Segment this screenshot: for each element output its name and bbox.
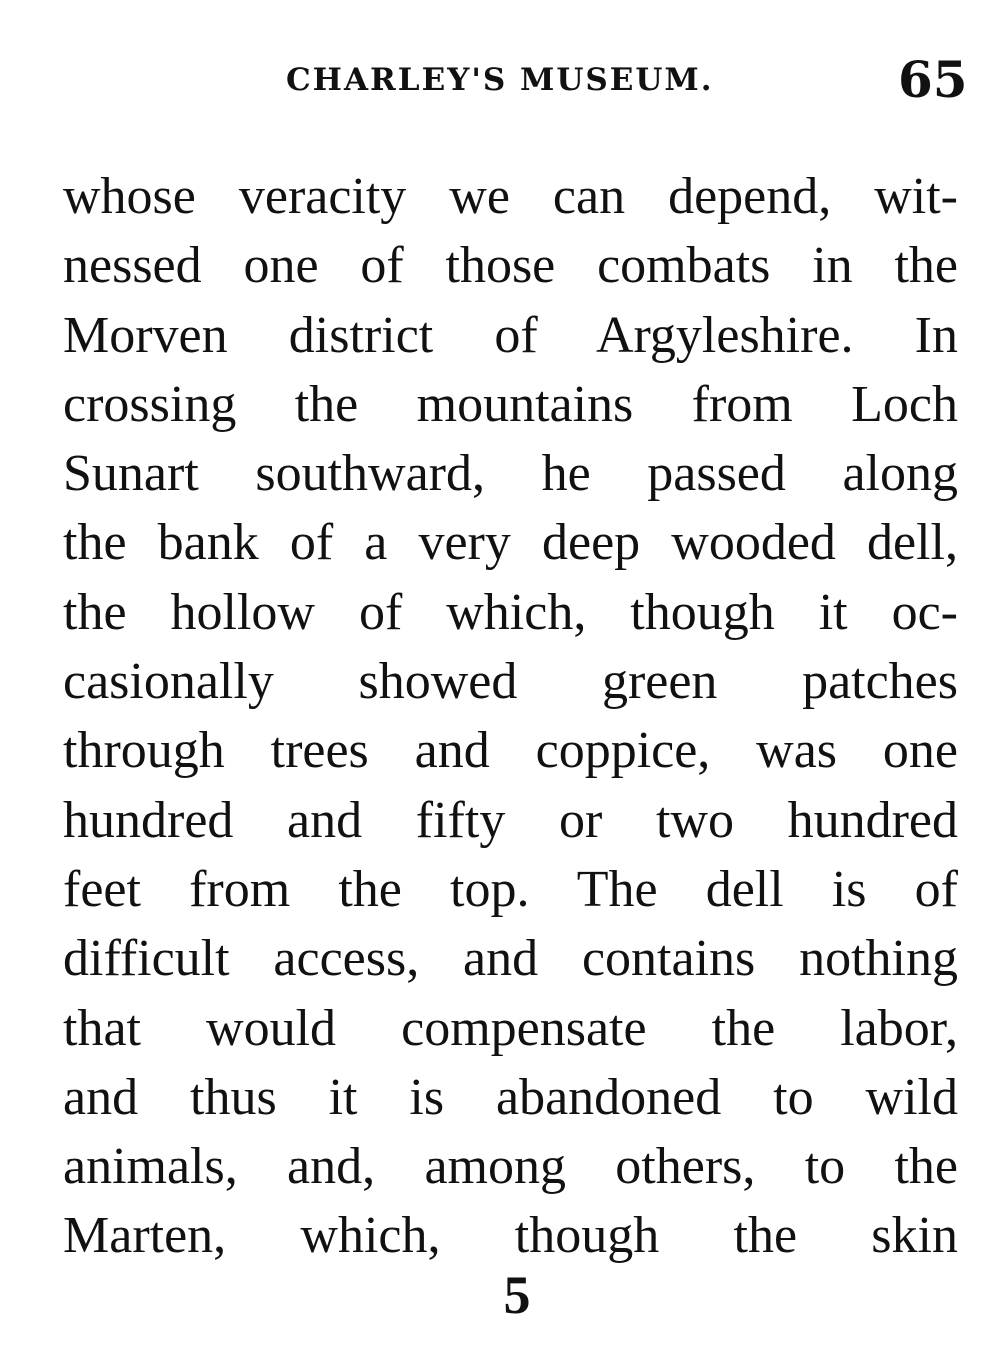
- text-line: Sunart southward, he passed along: [63, 445, 958, 503]
- text-line: whose veracity we can depend, wit-: [63, 168, 958, 225]
- running-title: CHARLEY'S MUSEUM.: [286, 62, 714, 98]
- text-line: nessed one of those combats in the: [63, 237, 958, 295]
- body-text: [63, 162, 958, 1271]
- page-number: 65: [898, 50, 968, 109]
- text-line: animals, and, among others, to the: [63, 1138, 958, 1196]
- text-line: feet from the top. The dell is of: [63, 860, 958, 918]
- text-line: crossing the mountains from Loch: [63, 375, 958, 433]
- text-line: and thus it is abandoned to wild: [63, 1068, 958, 1126]
- text-line: the hollow of which, though it oc-: [63, 583, 958, 641]
- text-line: through trees and coppice, was one: [63, 722, 958, 780]
- text-line: that would compensate the labor,: [63, 999, 958, 1057]
- text-line: Morven district of Argyleshire. In: [63, 306, 958, 364]
- signature-mark: 5: [503, 1265, 531, 1325]
- text-line: hundred and fifty or two hundred: [63, 791, 958, 849]
- text-line: the bank of a very deep wooded dell,: [63, 514, 958, 572]
- text-line: difficult access, and contains nothing: [63, 930, 958, 988]
- text-line: Marten, which, though the skin: [63, 1207, 958, 1265]
- text-line: casionally showed green patches: [63, 653, 958, 711]
